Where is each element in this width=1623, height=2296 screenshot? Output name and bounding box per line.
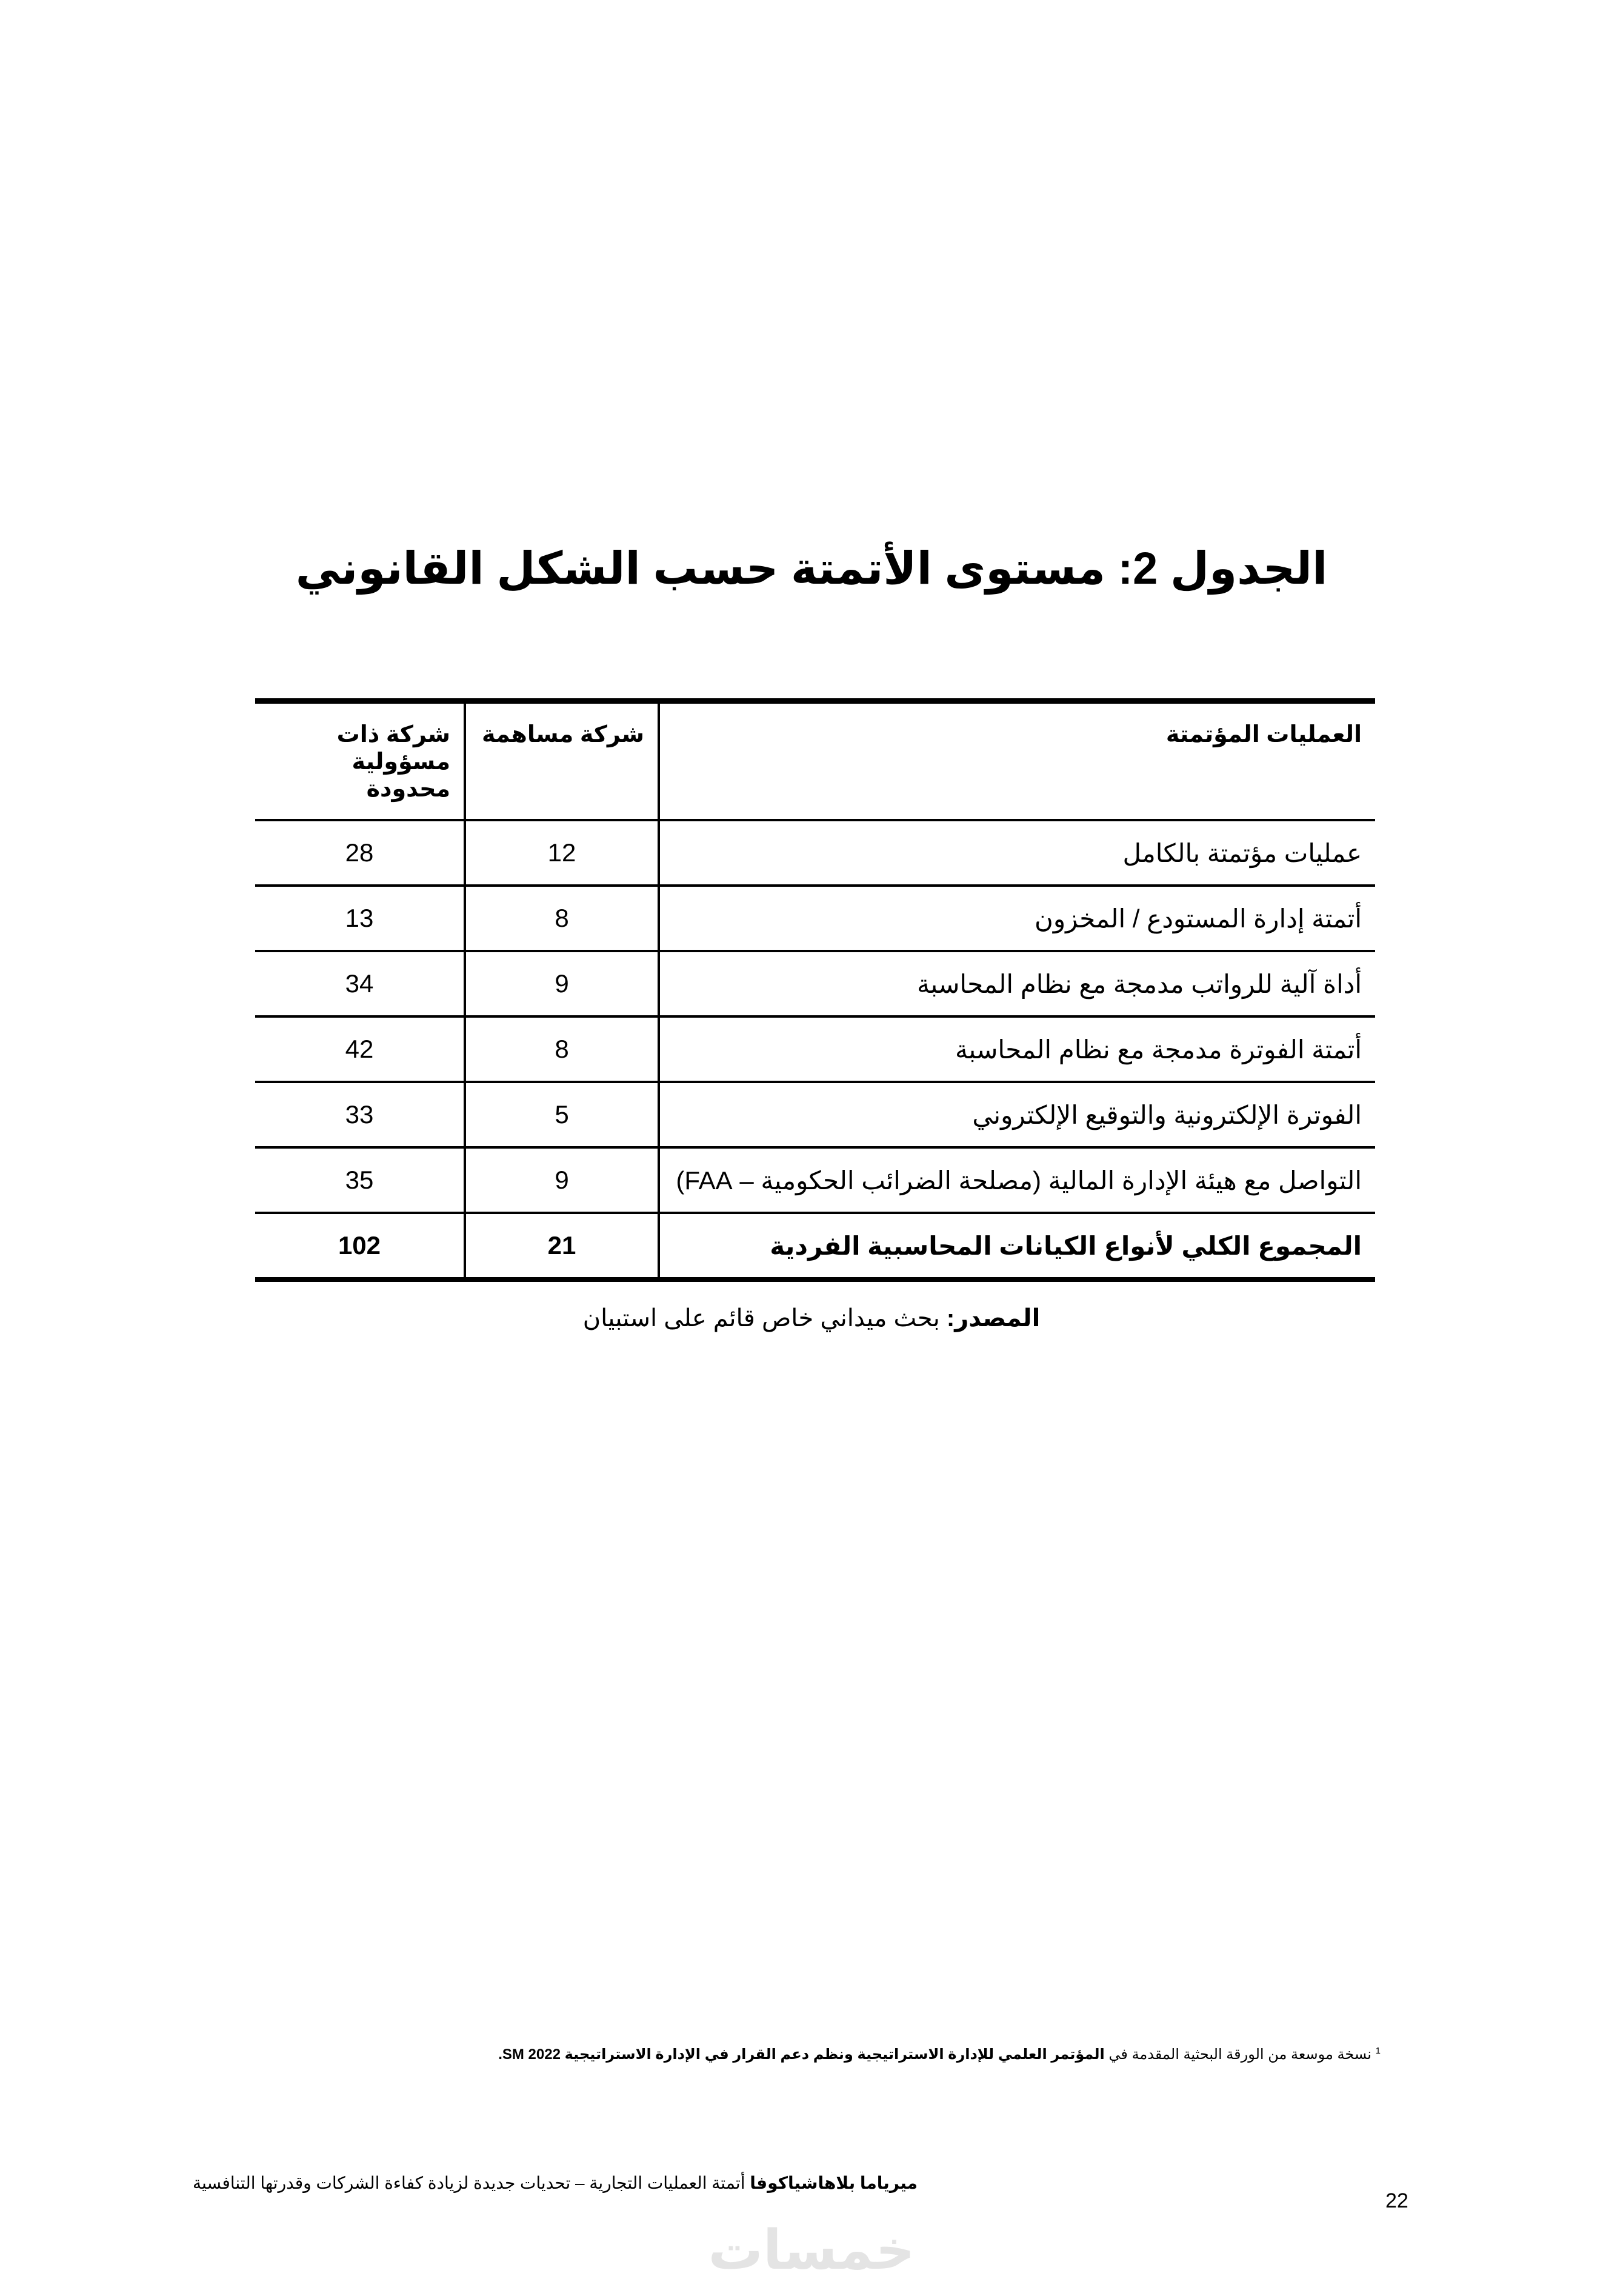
operation-cell: أتمتة الفوترة مدمجة مع نظام المحاسبة bbox=[659, 1016, 1375, 1082]
footnote-text: نسخة موسعة من الورقة البحثية المقدمة في bbox=[1104, 2046, 1376, 2063]
joint-stock-cell: 9 bbox=[465, 1147, 659, 1213]
llc-cell: 33 bbox=[255, 1082, 465, 1147]
footer-title: أتمتة العمليات التجارية – تحديات جديدة لزيادة كفاءة الشركات وقدرتها التنافسية bbox=[193, 2174, 750, 2192]
source-label: المصدر: bbox=[946, 1305, 1041, 1332]
watermark-logo: خمسات bbox=[708, 2220, 915, 2281]
footnote bbox=[498, 2046, 1381, 2063]
table-title: الجدول 2: مستوى الأتمتة حسب الشكل القانوني bbox=[295, 543, 1328, 593]
automation-table bbox=[255, 698, 1375, 1282]
operation-cell: أداة آلية للرواتب مدمجة مع نظام المحاسبة bbox=[659, 951, 1375, 1016]
running-footer bbox=[193, 2173, 918, 2193]
llc-cell: 28 bbox=[255, 820, 465, 886]
joint-stock-cell: 12 bbox=[465, 820, 659, 886]
operation-cell: عمليات مؤتمتة بالكامل bbox=[659, 820, 1375, 886]
total-joint-stock: 21 bbox=[465, 1213, 659, 1280]
table-row bbox=[255, 820, 1375, 886]
table-row bbox=[255, 1082, 1375, 1147]
joint-stock-cell: 8 bbox=[465, 886, 659, 951]
footnote-conference: المؤتمر العلمي للإدارة الاستراتيجية ونظم دعم القرار في الإدارة الاستراتيجية SM 2022. bbox=[498, 2046, 1105, 2063]
header-llc: شركة ذات مسؤولية محدودة bbox=[255, 701, 465, 821]
table-row bbox=[255, 1016, 1375, 1082]
llc-cell: 35 bbox=[255, 1147, 465, 1213]
footnote-mark: 1 bbox=[1375, 2046, 1381, 2056]
total-llc: 102 bbox=[255, 1213, 465, 1280]
llc-cell: 42 bbox=[255, 1016, 465, 1082]
operation-cell: التواصل مع هيئة الإدارة المالية (مصلحة الضرائب الحكومية – FAA) bbox=[659, 1147, 1375, 1213]
source-note bbox=[0, 1304, 1623, 1332]
joint-stock-cell: 9 bbox=[465, 951, 659, 1016]
table-row bbox=[255, 886, 1375, 951]
llc-cell: 13 bbox=[255, 886, 465, 951]
llc-cell: 34 bbox=[255, 951, 465, 1016]
operation-cell: أتمتة إدارة المستودع / المخزون bbox=[659, 886, 1375, 951]
header-joint-stock: شركة مساهمة bbox=[465, 701, 659, 821]
operation-cell: الفوترة الإلكترونية والتوقيع الإلكتروني bbox=[659, 1082, 1375, 1147]
footer-author: ميرياما بلاهاشياكوفا bbox=[750, 2174, 918, 2192]
source-text: بحث ميداني خاص قائم على استبيان bbox=[582, 1305, 947, 1332]
joint-stock-cell: 5 bbox=[465, 1082, 659, 1147]
table-header-row bbox=[255, 701, 1375, 821]
page-number: 22 bbox=[1385, 2189, 1408, 2212]
total-label: المجموع الكلي لأنواع الكيانات المحاسبية الفردية bbox=[659, 1213, 1375, 1280]
table-row bbox=[255, 1147, 1375, 1213]
table-row bbox=[255, 951, 1375, 1016]
header-operations: العمليات المؤتمتة bbox=[659, 701, 1375, 821]
joint-stock-cell: 8 bbox=[465, 1016, 659, 1082]
table-total-row bbox=[255, 1213, 1375, 1280]
